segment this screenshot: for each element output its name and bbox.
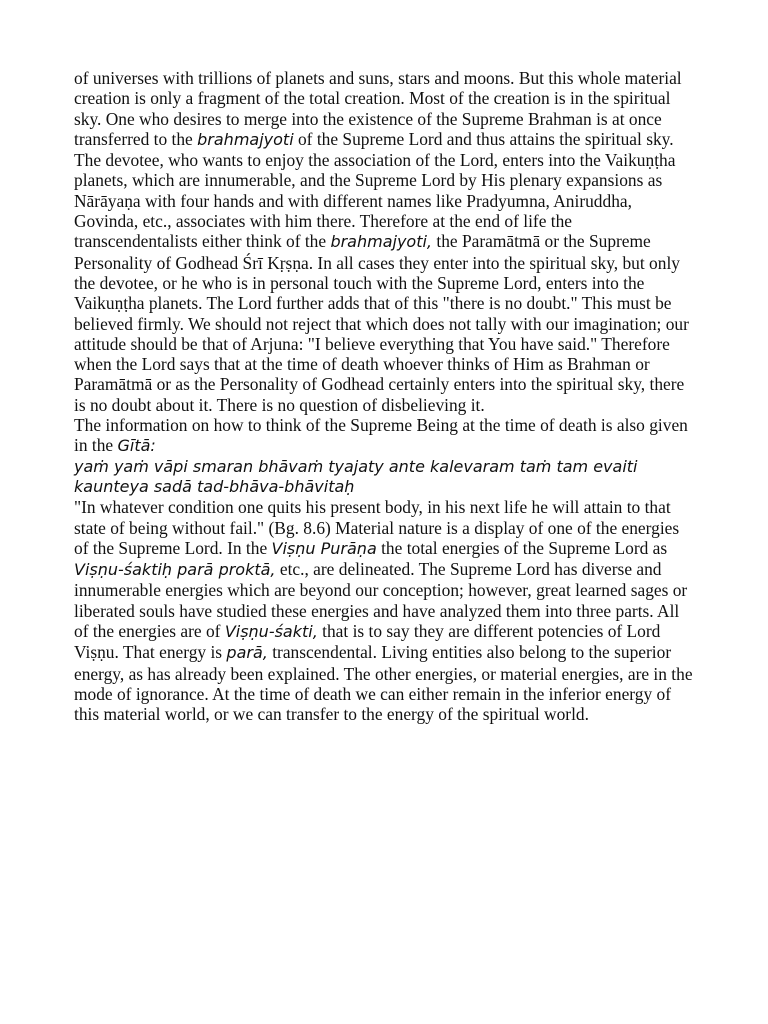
- text-run: the Paramātmā or the Supreme Personality of Godhead Śrī Kṛṣṇa. In all cases they enter into the spiritual sky, but only the devotee, or he who is in personal touch with the Supreme Lord, enters into the Vaikuṇṭha planets. The Lord further adds that of this "there is no doubt." This must be believed firmly. We should not reject that which does not tally with our imagination; our attitude should be that of Arjuna: "I believe everything that You have said." Therefore when the Lord says that at the time of death whoever thinks of Him as Brahman or Paramātmā or as the Personality of Godhead certainly enters into the spiritual sky, there is no doubt about it. There is no question of disbelieving it.: [74, 231, 689, 415]
- italic-term-visnu-purana: Viṣṇu Purāṇa: [271, 538, 377, 558]
- text-run: the total energies of the Supreme Lord as: [376, 537, 668, 558]
- text-run: The information on how to think of the Supreme Being at the time of death is also given in the: [74, 415, 688, 456]
- text-run: etc., are delineated. The Supreme Lord has diverse and innumerable energies which are beyond our conception; however, great learned sages or liberated souls have studied these energies and have analyzed them into three parts. All of the energies are of: [74, 559, 688, 642]
- paragraph-gita-intro: [74, 415, 696, 457]
- text-run: "In whatever condition one quits his present body, in his next life he will attain to that state of being without fail." (Bg. 8.6) Material nature is a display of one of the energies of the Supreme Lord. In the: [74, 497, 680, 558]
- paragraph-energies: [74, 497, 696, 724]
- italic-term-brahmajyoti: brahmajyoti: [197, 129, 294, 149]
- sanskrit-verse: yaṁ yaṁ vāpi smaran bhāvaṁ tyajaty ante kalevaram taṁ tam evaiti kaunteya sadā tad-bhāva-bhāvitaḥ: [74, 456, 638, 496]
- text-run: transcendental. Living entities also belong to the superior energy, as has already been explained. The other energies, or material energies, are in the mode of ignorance. At the time of death we can either remain in the inferior energy of this material world, or we can transfer to the energy of the spiritual world.: [74, 642, 693, 725]
- italic-term-gita: Gītā:: [117, 436, 156, 456]
- italic-term-visnu-sakti: Viṣṇu-śakti,: [224, 622, 318, 642]
- document-page: [74, 68, 696, 725]
- italic-term-visnu-saktih: Viṣṇu-śaktiḥ parā proktā,: [74, 560, 276, 580]
- text-run: of the Supreme Lord and thus attains the spiritual sky. The devotee, who wants to enjoy the association of the Lord, enters into the Vaikuṇṭha planets, which are innumerable, and the Supreme Lord by His plenary expansions as Nārāyaṇa with four hands and with different names like Pradyumna, Aniruddha, Govinda, etc., associates with him there. Therefore at the end of life the transcendentalists either think of the: [74, 128, 676, 252]
- text-run: of universes with trillions of planets and suns, stars and moons. But this whole material creation is only a fragment of the total creation. Most of the creation is in the spiritual sky. One who desires to merge into the existence of the Supreme Brahman is at once transferred to the: [74, 68, 682, 149]
- paragraph-spiritual-sky: [74, 68, 696, 415]
- italic-term-para: parā,: [226, 643, 268, 663]
- italic-term-brahmajyoti: brahmajyoti,: [330, 232, 433, 252]
- text-run: that is to say they are different potencies of Lord Viṣṇu. That energy is: [74, 621, 661, 663]
